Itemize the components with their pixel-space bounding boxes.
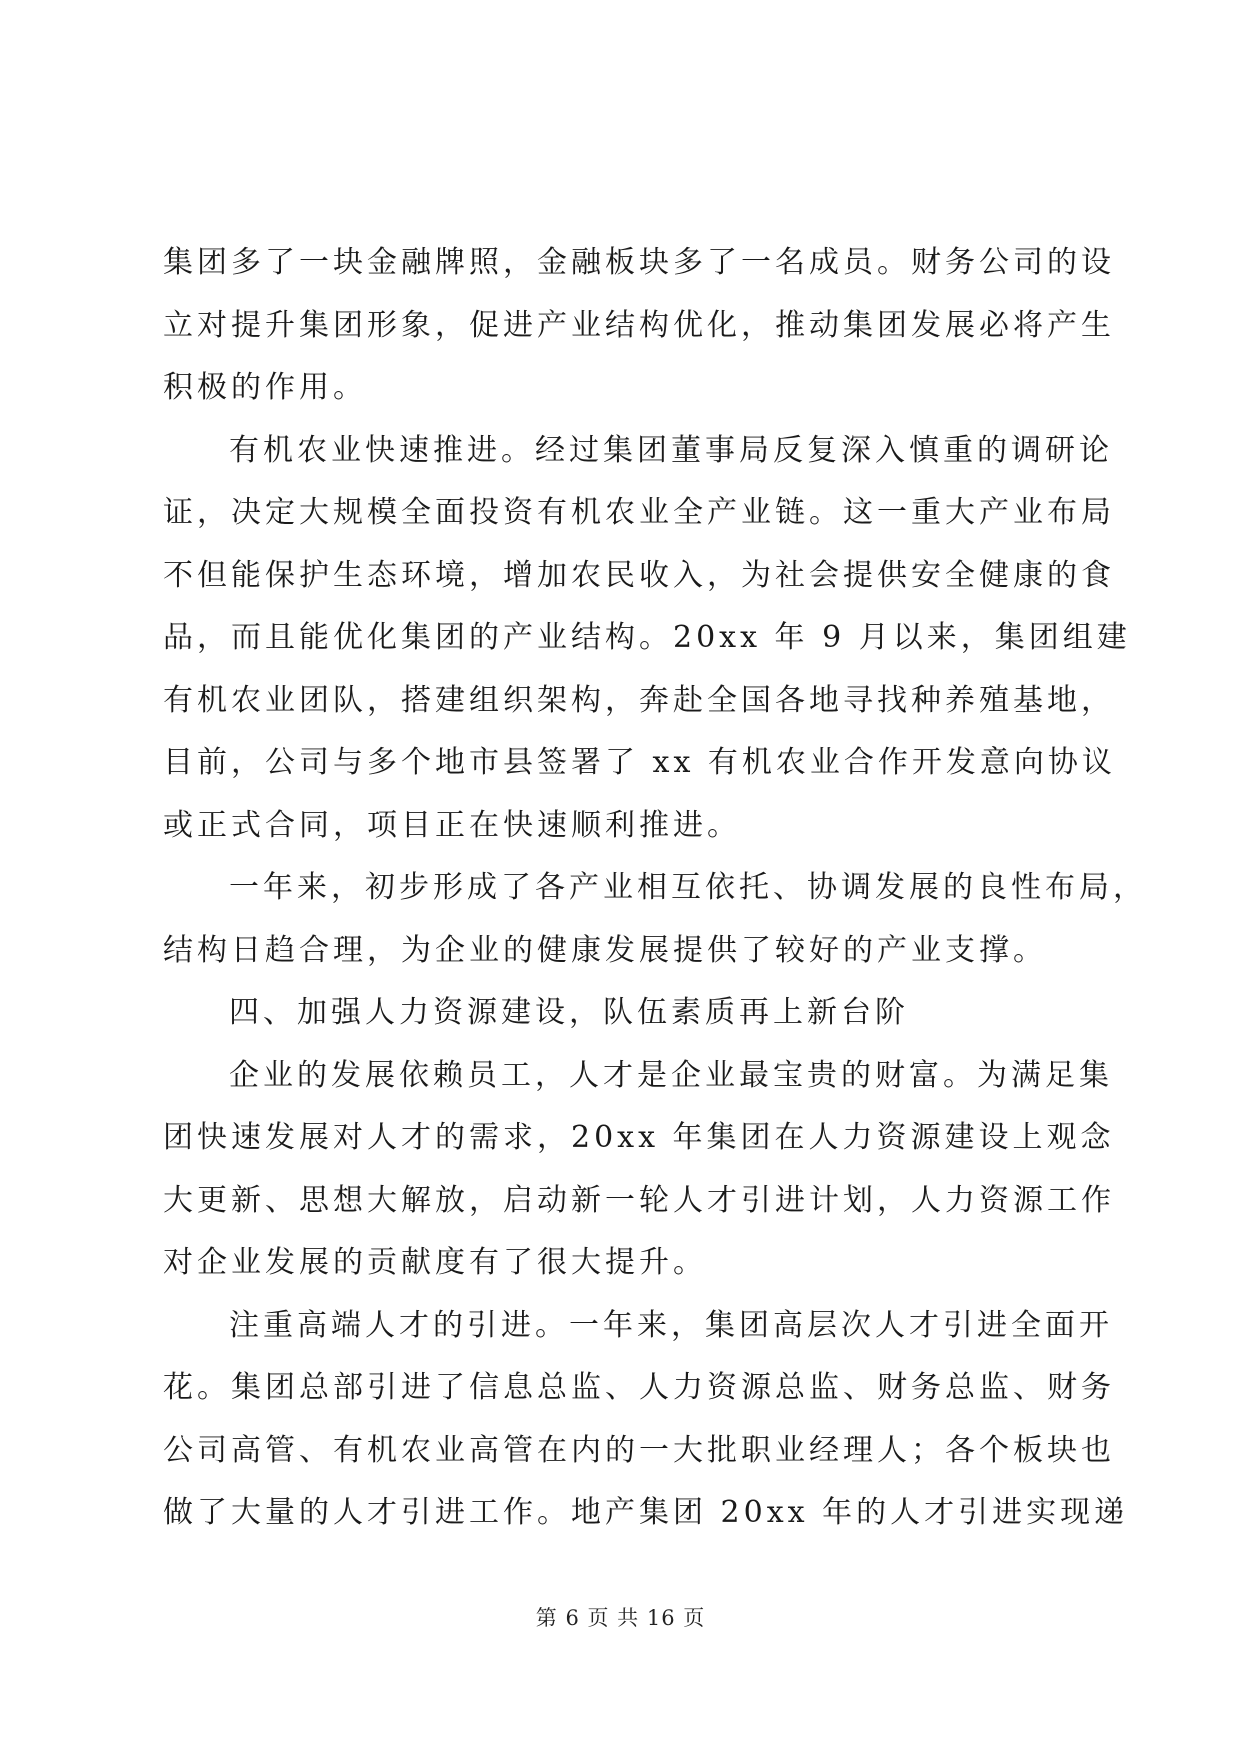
text-line: 花。集团总部引进了信息总监、人力资源总监、财务总监、财务 <box>163 1370 1115 1405</box>
text-line: 或正式合同，项目正在快速顺利推进。 <box>163 807 741 843</box>
text-line: 目前，公司与多个地市县签署了 xx 有机农业合作开发意向协议 <box>163 745 1116 780</box>
text-line: 对企业发展的贡献度有了很大提升。 <box>163 1245 707 1280</box>
text-line: 做了大量的人才引进工作。地产集团 20xx 年的人才引进实现递 <box>163 1495 1129 1530</box>
text-line: 积极的作用。 <box>163 370 367 405</box>
paragraph-start-line: 企业的发展依赖员工，人才是企业最宝贵的财富。为满足集 <box>229 1057 1113 1093</box>
section-heading: 四、加强人力资源建设，队伍素质再上新台阶 <box>229 995 909 1030</box>
page-number-footer: 第 6 页 共 16 页 <box>535 1606 706 1630</box>
text-line: 结构日趋合理，为企业的健康发展提供了较好的产业支撑。 <box>163 932 1047 968</box>
paragraph-start-line: 注重高端人才的引进。一年来，集团高层次人才引进全面开 <box>229 1307 1113 1343</box>
text-line: 团快速发展对人才的需求，20xx 年集团在人力资源建设上观念 <box>163 1120 1115 1155</box>
body-text <box>163 232 1147 1545</box>
text-line: 公司高管、有机农业高管在内的一大批职业经理人；各个板块也 <box>163 1432 1115 1468</box>
text-line: 立对提升集团形象，促进产业结构优化，推动集团发展必将产生 <box>163 307 1115 343</box>
text-line: 不但能保护生态环境，增加农民收入，为社会提供安全健康的食 <box>163 557 1115 593</box>
text-line: 证，决定大规模全面投资有机农业全产业链。这一重大产业布局 <box>163 495 1115 530</box>
text-line: 品，而且能优化集团的产业结构。20xx 年 9 月以来，集团组建 <box>163 620 1131 655</box>
text-line: 大更新、思想大解放，启动新一轮人才引进计划，人力资源工作 <box>163 1182 1115 1218</box>
paragraph-start-line: 有机农业快速推进。经过集团董事局反复深入慎重的调研论 <box>229 432 1113 468</box>
text-line: 集团多了一块金融牌照，金融板块多了一名成员。财务公司的设 <box>163 245 1115 280</box>
text-line: 有机农业团队，搭建组织架构，奔赴全国各地寻找种养殖基地， <box>163 682 1115 718</box>
paragraph-start-line: 一年来，初步形成了各产业相互依托、协调发展的良性布局， <box>229 870 1147 905</box>
